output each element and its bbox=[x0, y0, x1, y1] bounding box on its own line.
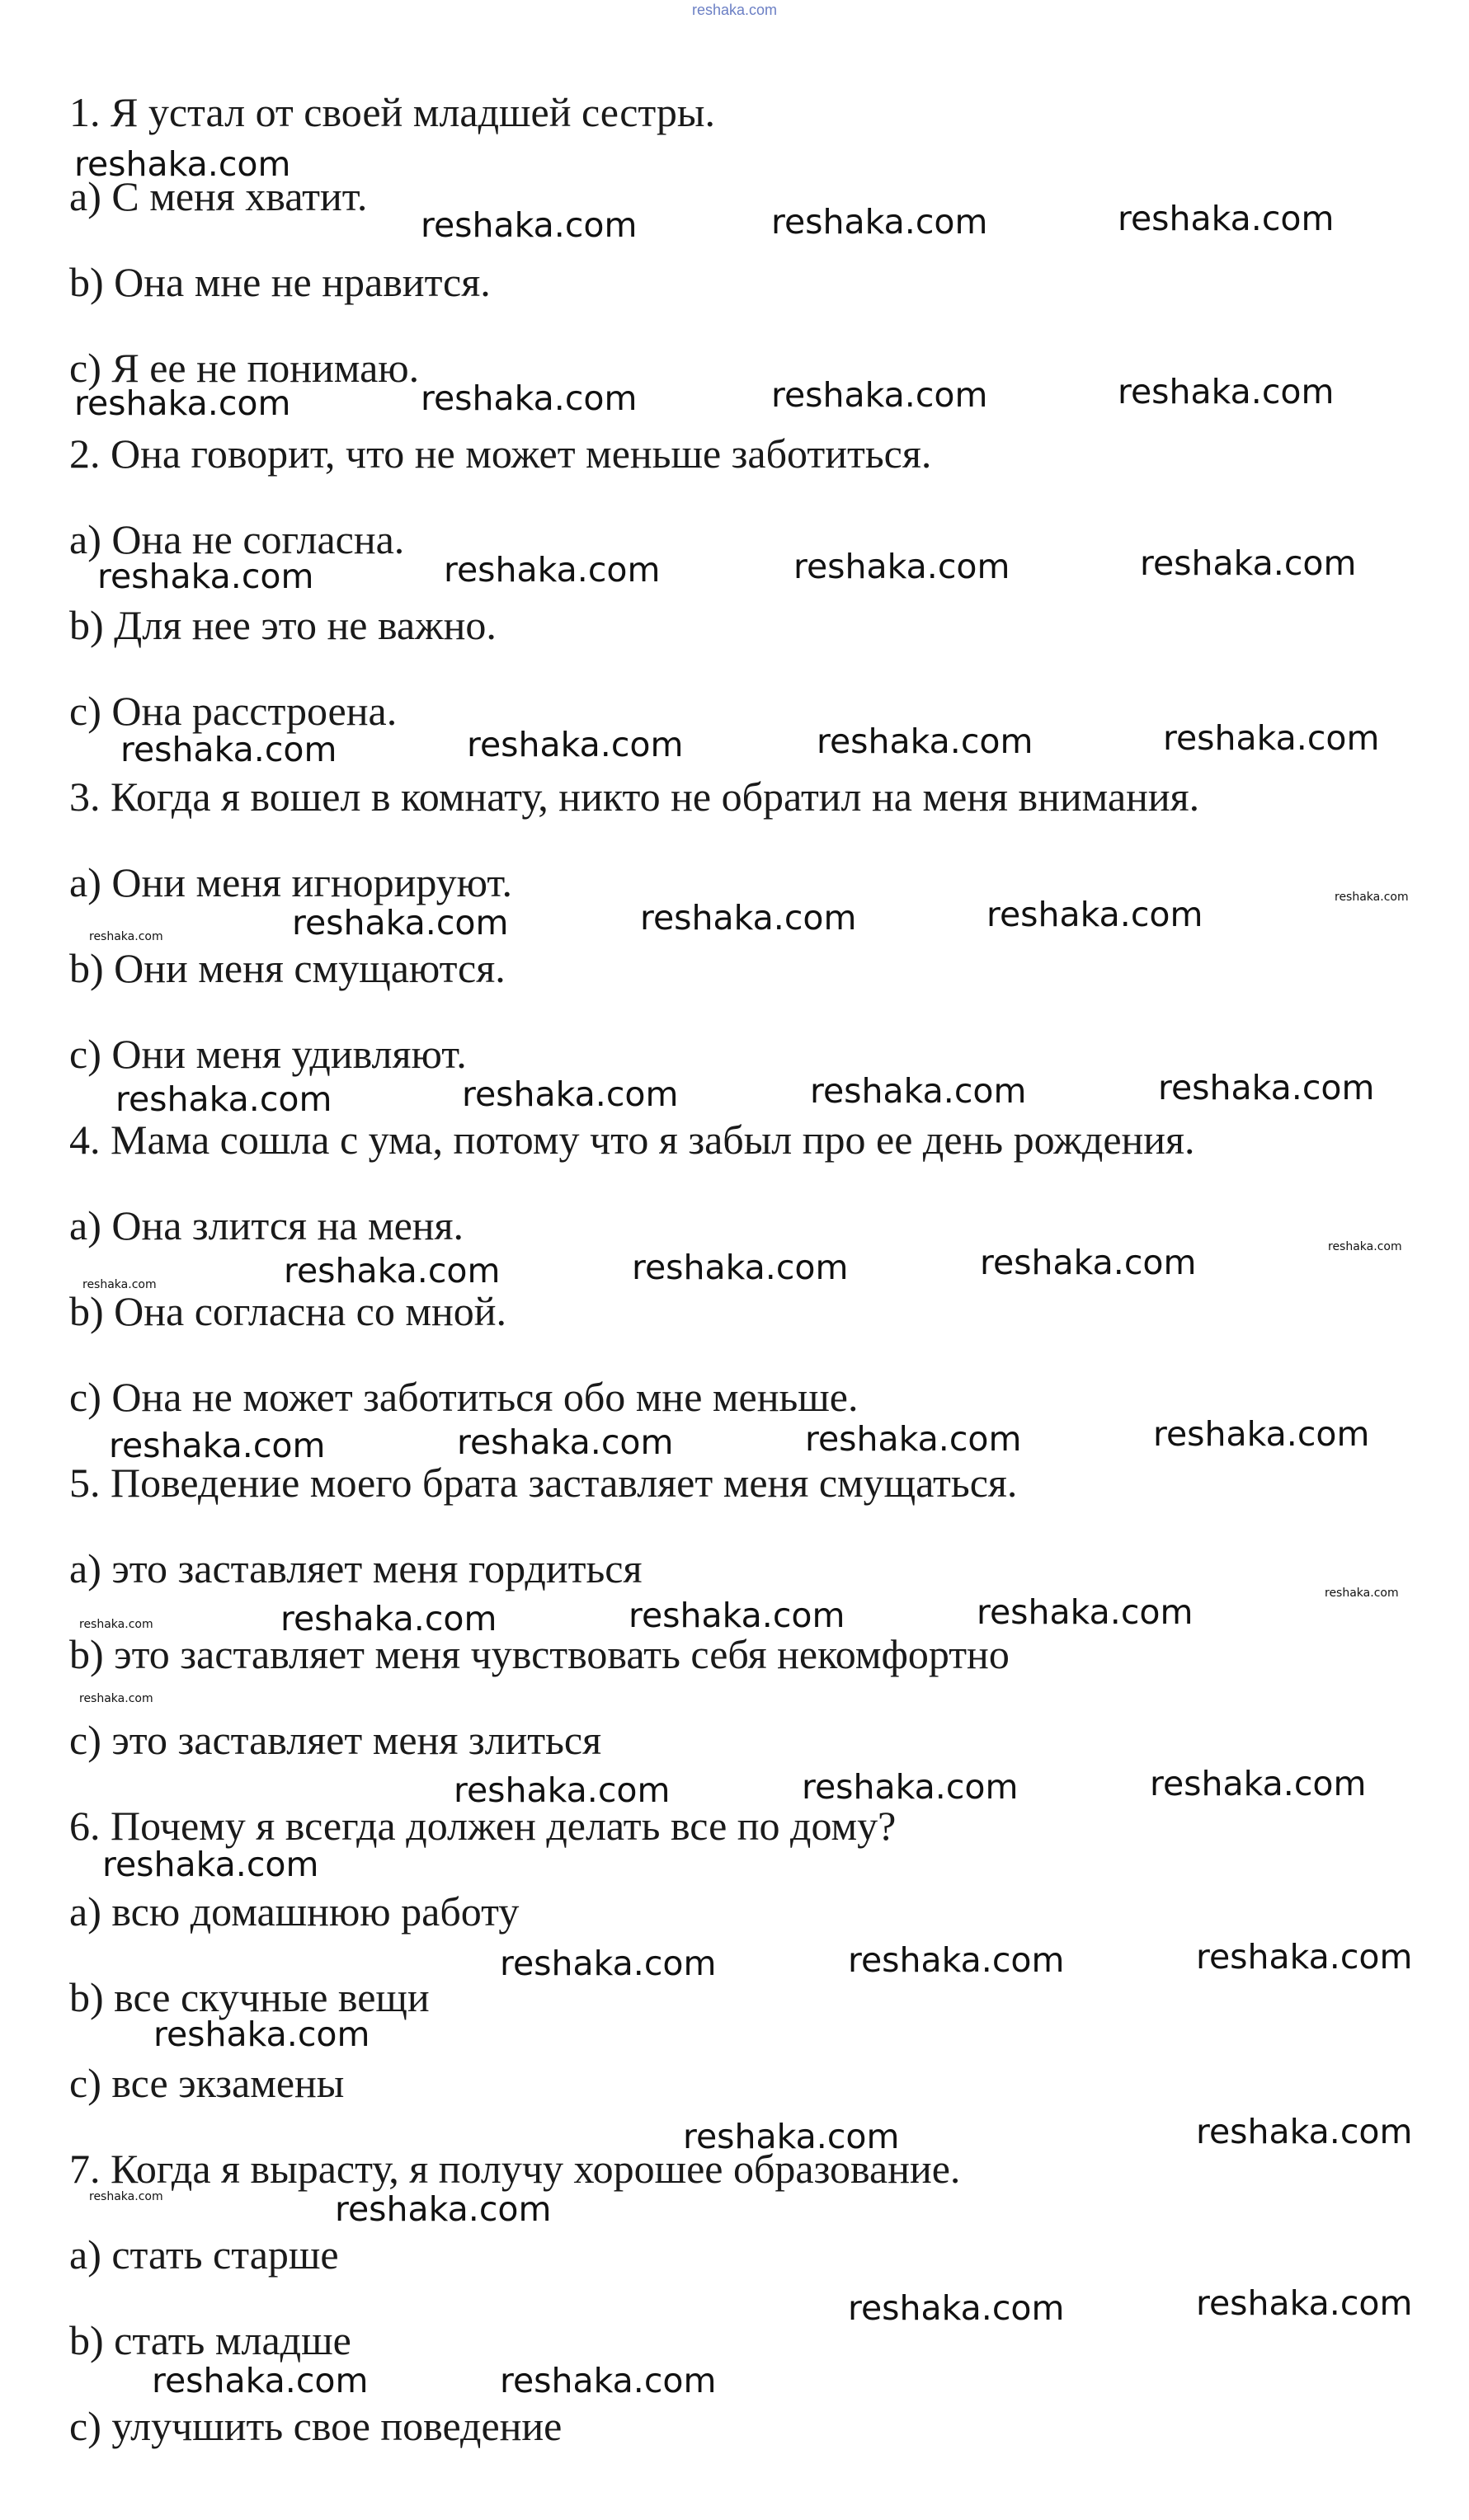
watermark: reshaka.com bbox=[89, 2190, 163, 2203]
question-1-option-c: c) Я ее не понимаю. bbox=[69, 345, 420, 391]
watermark: reshaka.com bbox=[74, 144, 291, 184]
watermark: reshaka.com bbox=[980, 1243, 1197, 1282]
watermark: reshaka.com bbox=[454, 1770, 671, 1810]
question-4-option-c: c) Она не может заботиться обо мне меньше. bbox=[69, 1374, 859, 1420]
header-watermark: reshaka.com bbox=[691, 2, 778, 18]
watermark: reshaka.com bbox=[986, 895, 1203, 934]
watermark: reshaka.com bbox=[793, 547, 1010, 586]
watermark: reshaka.com bbox=[109, 1426, 326, 1465]
watermark: reshaka.com bbox=[848, 1940, 1065, 1980]
question-3-prompt: 3. Когда я вошел в комнату, никто не обратил на меня внимания. bbox=[69, 773, 1200, 820]
question-2-option-b: b) Для нее это не важно. bbox=[69, 602, 497, 648]
watermark: reshaka.com bbox=[89, 930, 163, 943]
watermark: reshaka.com bbox=[848, 2288, 1065, 2328]
watermark: reshaka.com bbox=[500, 1944, 717, 1983]
watermark: reshaka.com bbox=[467, 725, 684, 764]
watermark: reshaka.com bbox=[977, 1592, 1194, 1632]
watermark: reshaka.com bbox=[335, 2189, 552, 2229]
watermark: reshaka.com bbox=[1118, 372, 1335, 411]
watermark: reshaka.com bbox=[444, 550, 661, 590]
watermark: reshaka.com bbox=[1196, 1937, 1413, 1977]
question-4-option-a: а) Она злится на меня. bbox=[69, 1202, 464, 1248]
question-4-option-b: b) Она согласна со мной. bbox=[69, 1288, 507, 1334]
question-2-prompt: 2. Она говорит, что не может меньше заботиться. bbox=[69, 430, 932, 477]
question-7-prompt: 7. Когда я вырасту, я получу хорошее образование. bbox=[69, 2146, 961, 2192]
question-1-option-a: а) С меня хватит. bbox=[69, 173, 368, 219]
watermark: reshaka.com bbox=[153, 2015, 370, 2054]
question-7-option-b: b) стать младше bbox=[69, 2317, 351, 2363]
watermark: reshaka.com bbox=[1196, 2112, 1413, 2151]
watermark: reshaka.com bbox=[284, 1251, 501, 1291]
watermark: reshaka.com bbox=[462, 1074, 679, 1114]
question-3-option-a: а) Они меня игнорируют. bbox=[69, 859, 512, 905]
watermark: reshaka.com bbox=[421, 205, 638, 245]
watermark: reshaka.com bbox=[1163, 718, 1380, 758]
question-5-option-a: а) это заставляет меня гордиться bbox=[69, 1545, 643, 1591]
watermark: reshaka.com bbox=[292, 903, 509, 943]
question-5-prompt: 5. Поведение моего брата заставляет меня смущаться. bbox=[69, 1460, 1018, 1506]
question-3-option-c: c) Они меня удивляют. bbox=[69, 1031, 467, 1077]
watermark: reshaka.com bbox=[1328, 1240, 1402, 1253]
watermark: reshaka.com bbox=[805, 1419, 1022, 1459]
watermark: reshaka.com bbox=[1153, 1414, 1370, 1454]
question-1-prompt: 1. Я устал от своей младшей сестры. bbox=[69, 89, 715, 135]
watermark: reshaka.com bbox=[500, 2361, 717, 2400]
watermark: reshaka.com bbox=[771, 202, 988, 242]
watermark: reshaka.com bbox=[683, 2117, 900, 2156]
question-2-option-a: а) Она не согласна. bbox=[69, 516, 405, 562]
watermark: reshaka.com bbox=[810, 1071, 1027, 1111]
question-1-option-b: b) Она мне не нравится. bbox=[69, 259, 491, 305]
watermark: reshaka.com bbox=[97, 557, 314, 596]
question-5-option-c: c) это заставляет меня злиться bbox=[69, 1717, 602, 1763]
question-6-option-a: а) всю домашнюю работу bbox=[69, 1888, 520, 1935]
watermark: reshaka.com bbox=[1140, 543, 1357, 583]
watermark: reshaka.com bbox=[640, 898, 857, 938]
watermark: reshaka.com bbox=[79, 1692, 153, 1705]
watermark: reshaka.com bbox=[421, 378, 638, 418]
watermark: reshaka.com bbox=[629, 1596, 845, 1635]
question-6-prompt: 6. Почему я всегда должен делать все по дому? bbox=[69, 1803, 897, 1849]
watermark: reshaka.com bbox=[1118, 199, 1335, 238]
watermark: reshaka.com bbox=[102, 1845, 319, 1884]
watermark: reshaka.com bbox=[115, 1079, 332, 1119]
question-6-option-b: b) все скучные вещи bbox=[69, 1974, 430, 2020]
watermark: reshaka.com bbox=[120, 730, 337, 769]
watermark: reshaka.com bbox=[82, 1278, 157, 1291]
question-2-option-c: c) Она расстроена. bbox=[69, 688, 398, 734]
watermark: reshaka.com bbox=[802, 1767, 1019, 1807]
question-5-option-b: b) это заставляет меня чувствовать себя некомфортно bbox=[69, 1631, 1010, 1677]
watermark: reshaka.com bbox=[152, 2361, 369, 2400]
question-6-option-c: c) все экзамены bbox=[69, 2060, 345, 2106]
watermark: reshaka.com bbox=[457, 1422, 674, 1462]
watermark: reshaka.com bbox=[1150, 1764, 1367, 1803]
watermark: reshaka.com bbox=[1158, 1068, 1375, 1107]
question-3-option-b: b) Они меня смущаются. bbox=[69, 945, 506, 991]
watermark: reshaka.com bbox=[1335, 891, 1409, 904]
question-7-option-a: а) стать старше bbox=[69, 2231, 339, 2278]
watermark: reshaka.com bbox=[74, 383, 291, 423]
watermark: reshaka.com bbox=[1196, 2283, 1413, 2323]
watermark: reshaka.com bbox=[1325, 1587, 1399, 1600]
watermark: reshaka.com bbox=[817, 722, 1033, 761]
watermark: reshaka.com bbox=[771, 375, 988, 415]
watermark: reshaka.com bbox=[79, 1618, 153, 1631]
watermark: reshaka.com bbox=[632, 1248, 849, 1287]
watermark: reshaka.com bbox=[280, 1599, 497, 1638]
question-4-prompt: 4. Мама сошла с ума, потому что я забыл про ее день рождения. bbox=[69, 1117, 1195, 1163]
question-7-option-c: c) улучшить свое поведение bbox=[69, 2403, 563, 2449]
